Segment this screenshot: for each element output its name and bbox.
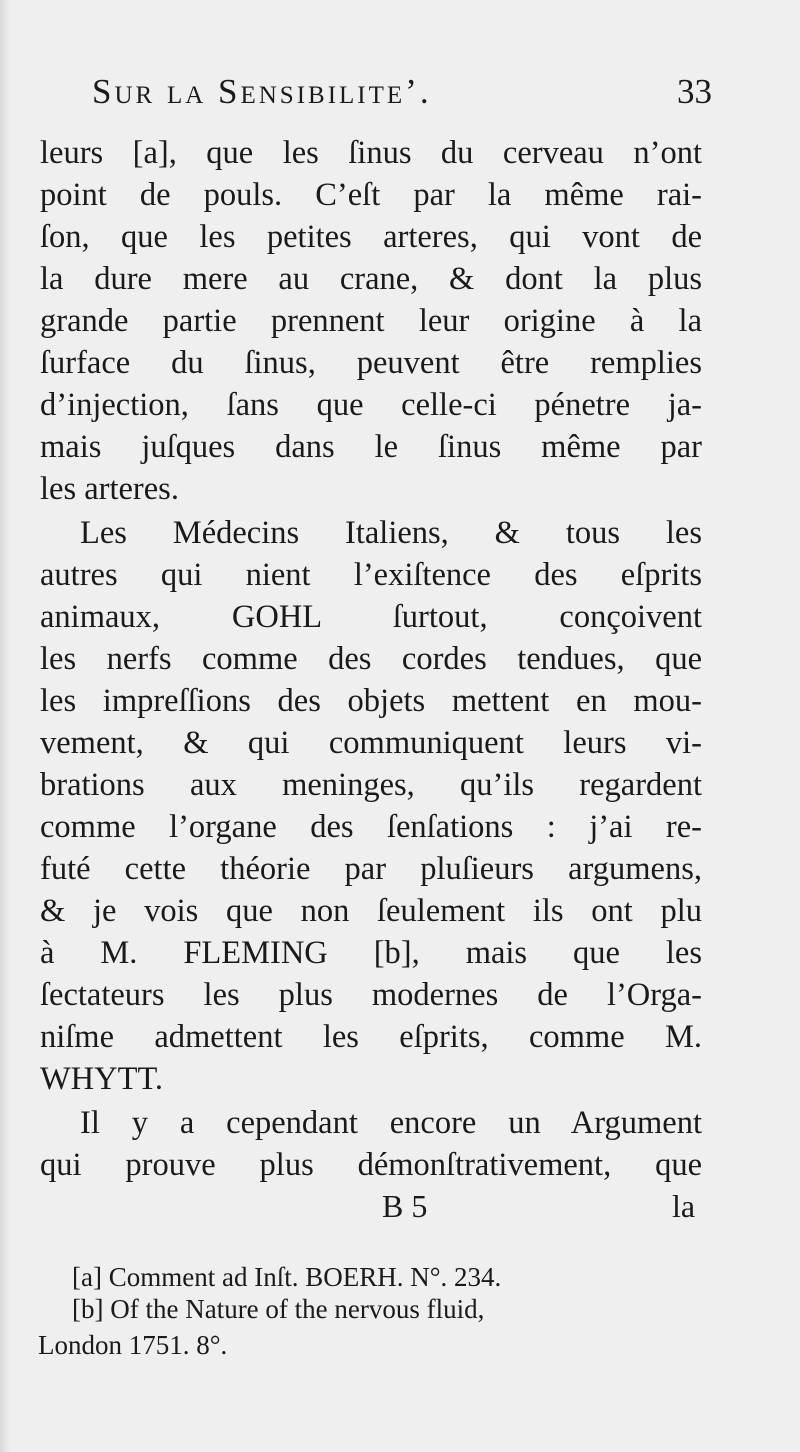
- body-line: d’injection, ſans que celle-ci pénetre ja-: [40, 387, 702, 423]
- body-line: ſon, que les petites arteres, qui vont de: [40, 219, 702, 255]
- body-line: les arteres.: [40, 471, 179, 507]
- body-line: ſectateurs les plus modernes de l’Orga-: [40, 977, 702, 1013]
- body-line: la dure mere au crane, & dont la plus: [40, 261, 702, 297]
- body-line: vement, & qui communiquent leurs vi-: [40, 725, 702, 761]
- body-line: mais juſques dans le ſinus même par: [40, 429, 702, 465]
- body-line: les impreſſions des objets mettent en mou-: [40, 683, 702, 719]
- body-line: autres qui nient l’exiſtence des eſprits: [40, 557, 702, 593]
- body-line: les nerfs comme des cordes tendues, que: [40, 641, 702, 677]
- body-line: ſurface du ſinus, peuvent être remplies: [40, 345, 702, 381]
- body-line: Il y a cependant encore un Argument: [80, 1105, 702, 1141]
- running-head: [92, 72, 712, 116]
- body-line: & je vois que non ſeulement ils ont plu: [40, 893, 702, 929]
- body-line: niſme admettent les eſprits, comme M.: [40, 1019, 702, 1055]
- footnote-continuation: London 1751. 8°.: [38, 1330, 228, 1360]
- page-number: 33: [677, 72, 712, 111]
- body-line: animaux, GOHL ſurtout, conçoivent: [40, 599, 702, 635]
- running-head-title: Sur la Sensibilite’.: [92, 72, 432, 111]
- body-line: à M. FLEMING [b], mais que les: [40, 935, 702, 971]
- catchword: la: [672, 1188, 696, 1224]
- body-line: leurs [a], que les ſinus du cerveau n’ont: [40, 135, 702, 171]
- body-line: point de pouls. C’eſt par la même rai-: [40, 177, 702, 213]
- body-line: comme l’organe des ſenſations : j’ai re-: [40, 809, 702, 845]
- footnote: [a] Comment ad Inſt. BOERH. N°. 234.: [72, 1262, 502, 1292]
- body-line: qui prouve plus démonſtrativement, que: [40, 1147, 702, 1183]
- body-line: WHYTT.: [40, 1061, 164, 1097]
- body-line: Les Médecins Italiens, & tous les: [80, 515, 702, 551]
- body-line: futé cette théorie par pluſieurs argumens,: [40, 851, 702, 887]
- signature-mark: B 5: [382, 1188, 428, 1224]
- body-line: brations aux meninges, qu’ils regardent: [40, 767, 702, 803]
- body-line: grande partie prennent leur origine à la: [40, 303, 702, 339]
- page-gutter-shadow: [0, 0, 10, 1452]
- footnote: [b] Of the Nature of the nervous fluid,: [72, 1294, 485, 1324]
